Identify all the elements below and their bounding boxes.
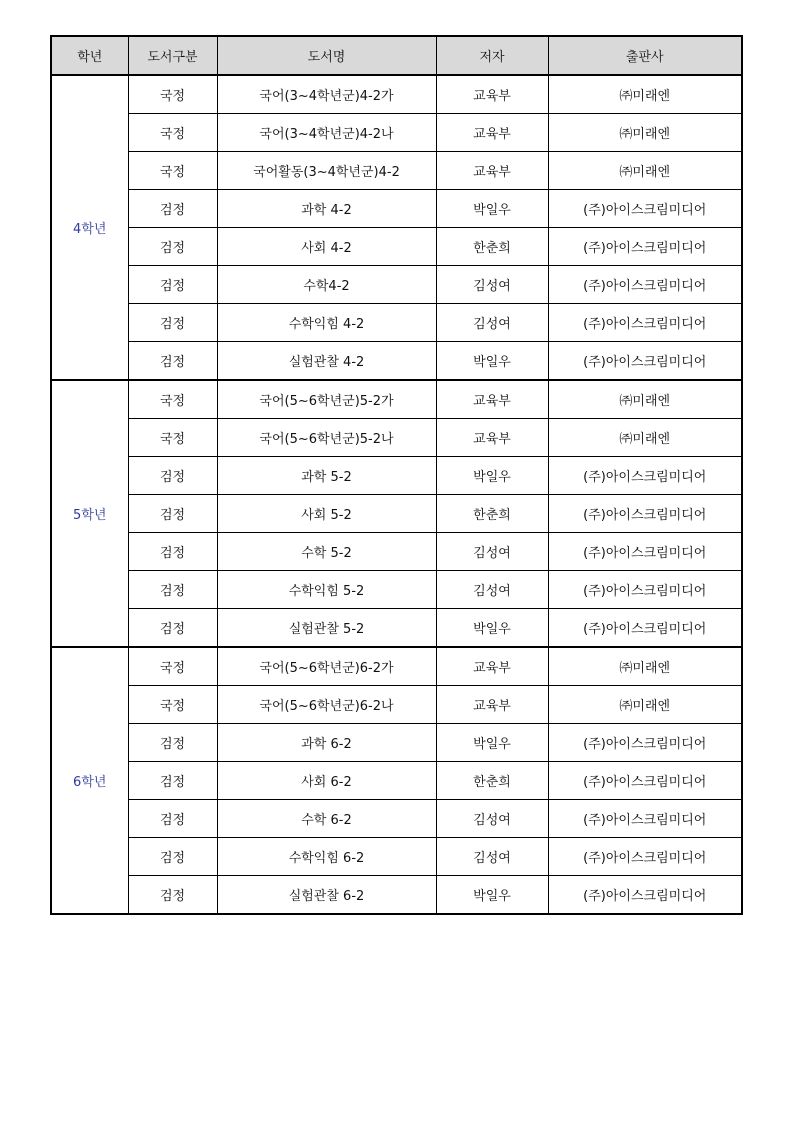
author-cell: 박일우 [436, 457, 548, 495]
header-category: 도서구분 [128, 36, 217, 75]
publisher-cell: (주)아이스크림미디어 [548, 228, 742, 266]
title-cell: 과학 5-2 [217, 457, 436, 495]
title-cell: 국어(5~6학년군)6-2나 [217, 686, 436, 724]
title-cell: 국어(5~6학년군)5-2가 [217, 380, 436, 419]
table-row [51, 533, 742, 571]
title-cell: 사회 5-2 [217, 495, 436, 533]
author-cell: 교육부 [436, 419, 548, 457]
title-cell: 국어(5~6학년군)6-2가 [217, 647, 436, 686]
publisher-cell: ㈜미래엔 [548, 152, 742, 190]
category-cell: 국정 [128, 419, 217, 457]
category-cell: 검정 [128, 533, 217, 571]
publisher-cell: (주)아이스크림미디어 [548, 609, 742, 648]
publisher-cell: (주)아이스크림미디어 [548, 457, 742, 495]
author-cell: 한춘희 [436, 762, 548, 800]
table-row [51, 152, 742, 190]
author-cell: 교육부 [436, 75, 548, 114]
header-publisher: 출판사 [548, 36, 742, 75]
publisher-cell: (주)아이스크림미디어 [548, 533, 742, 571]
author-cell: 교육부 [436, 152, 548, 190]
author-cell: 박일우 [436, 724, 548, 762]
publisher-cell: (주)아이스크림미디어 [548, 304, 742, 342]
table-row [51, 457, 742, 495]
header-grade: 학년 [51, 36, 128, 75]
publisher-cell: ㈜미래엔 [548, 419, 742, 457]
title-cell: 국어활동(3~4학년군)4-2 [217, 152, 436, 190]
title-cell: 수학 5-2 [217, 533, 436, 571]
publisher-cell: ㈜미래엔 [548, 380, 742, 419]
title-cell: 사회 6-2 [217, 762, 436, 800]
table-row [51, 571, 742, 609]
table-row [51, 495, 742, 533]
publisher-cell: (주)아이스크림미디어 [548, 495, 742, 533]
publisher-cell: (주)아이스크림미디어 [548, 342, 742, 381]
category-cell: 검정 [128, 762, 217, 800]
title-cell: 과학 6-2 [217, 724, 436, 762]
category-cell: 검정 [128, 457, 217, 495]
title-cell: 사회 4-2 [217, 228, 436, 266]
publisher-cell: (주)아이스크림미디어 [548, 190, 742, 228]
table-row [51, 304, 742, 342]
category-cell: 국정 [128, 114, 217, 152]
category-cell: 검정 [128, 800, 217, 838]
grade-cell: 5학년 [51, 380, 128, 647]
textbook-table [50, 35, 743, 915]
table-row [51, 75, 742, 114]
category-cell: 검정 [128, 609, 217, 648]
header-row [51, 36, 742, 75]
author-cell: 한춘희 [436, 495, 548, 533]
category-cell: 검정 [128, 571, 217, 609]
title-cell: 실험관찰 6-2 [217, 876, 436, 915]
category-cell: 검정 [128, 190, 217, 228]
category-cell: 검정 [128, 724, 217, 762]
table-row [51, 342, 742, 381]
table-row [51, 266, 742, 304]
author-cell: 박일우 [436, 190, 548, 228]
table-row [51, 686, 742, 724]
header-author: 저자 [436, 36, 548, 75]
author-cell: 교육부 [436, 686, 548, 724]
table-row [51, 724, 742, 762]
title-cell: 과학 4-2 [217, 190, 436, 228]
publisher-cell: ㈜미래엔 [548, 686, 742, 724]
table-row [51, 190, 742, 228]
author-cell: 박일우 [436, 876, 548, 915]
table-row [51, 800, 742, 838]
title-cell: 수학익힘 6-2 [217, 838, 436, 876]
author-cell: 김성여 [436, 571, 548, 609]
author-cell: 김성여 [436, 800, 548, 838]
publisher-cell: ㈜미래엔 [548, 75, 742, 114]
table-row [51, 876, 742, 915]
table-row [51, 762, 742, 800]
title-cell: 국어(3~4학년군)4-2나 [217, 114, 436, 152]
author-cell: 교육부 [436, 380, 548, 419]
author-cell: 김성여 [436, 266, 548, 304]
category-cell: 검정 [128, 838, 217, 876]
publisher-cell: (주)아이스크림미디어 [548, 266, 742, 304]
category-cell: 국정 [128, 380, 217, 419]
title-cell: 수학익힘 5-2 [217, 571, 436, 609]
category-cell: 국정 [128, 647, 217, 686]
table-row [51, 114, 742, 152]
title-cell: 국어(5~6학년군)5-2나 [217, 419, 436, 457]
category-cell: 검정 [128, 304, 217, 342]
table-row [51, 380, 742, 419]
category-cell: 검정 [128, 342, 217, 381]
title-cell: 수학 6-2 [217, 800, 436, 838]
title-cell: 수학익힘 4-2 [217, 304, 436, 342]
category-cell: 검정 [128, 495, 217, 533]
category-cell: 국정 [128, 152, 217, 190]
author-cell: 김성여 [436, 838, 548, 876]
publisher-cell: ㈜미래엔 [548, 647, 742, 686]
header-title: 도서명 [217, 36, 436, 75]
grade-cell: 6학년 [51, 647, 128, 914]
title-cell: 실험관찰 5-2 [217, 609, 436, 648]
author-cell: 김성여 [436, 304, 548, 342]
author-cell: 김성여 [436, 533, 548, 571]
table-row [51, 419, 742, 457]
table-body [51, 75, 742, 914]
publisher-cell: (주)아이스크림미디어 [548, 800, 742, 838]
publisher-cell: (주)아이스크림미디어 [548, 876, 742, 915]
category-cell: 검정 [128, 266, 217, 304]
title-cell: 국어(3~4학년군)4-2가 [217, 75, 436, 114]
author-cell: 한춘희 [436, 228, 548, 266]
table-row [51, 647, 742, 686]
table-header [51, 36, 742, 75]
publisher-cell: (주)아이스크림미디어 [548, 724, 742, 762]
title-cell: 실험관찰 4-2 [217, 342, 436, 381]
publisher-cell: (주)아이스크림미디어 [548, 838, 742, 876]
category-cell: 국정 [128, 75, 217, 114]
table-row [51, 609, 742, 648]
author-cell: 교육부 [436, 114, 548, 152]
publisher-cell: ㈜미래엔 [548, 114, 742, 152]
publisher-cell: (주)아이스크림미디어 [548, 762, 742, 800]
author-cell: 박일우 [436, 342, 548, 381]
table-row [51, 228, 742, 266]
category-cell: 검정 [128, 228, 217, 266]
author-cell: 박일우 [436, 609, 548, 648]
category-cell: 국정 [128, 686, 217, 724]
title-cell: 수학4-2 [217, 266, 436, 304]
grade-cell: 4학년 [51, 75, 128, 380]
table-row [51, 838, 742, 876]
category-cell: 검정 [128, 876, 217, 915]
publisher-cell: (주)아이스크림미디어 [548, 571, 742, 609]
author-cell: 교육부 [436, 647, 548, 686]
